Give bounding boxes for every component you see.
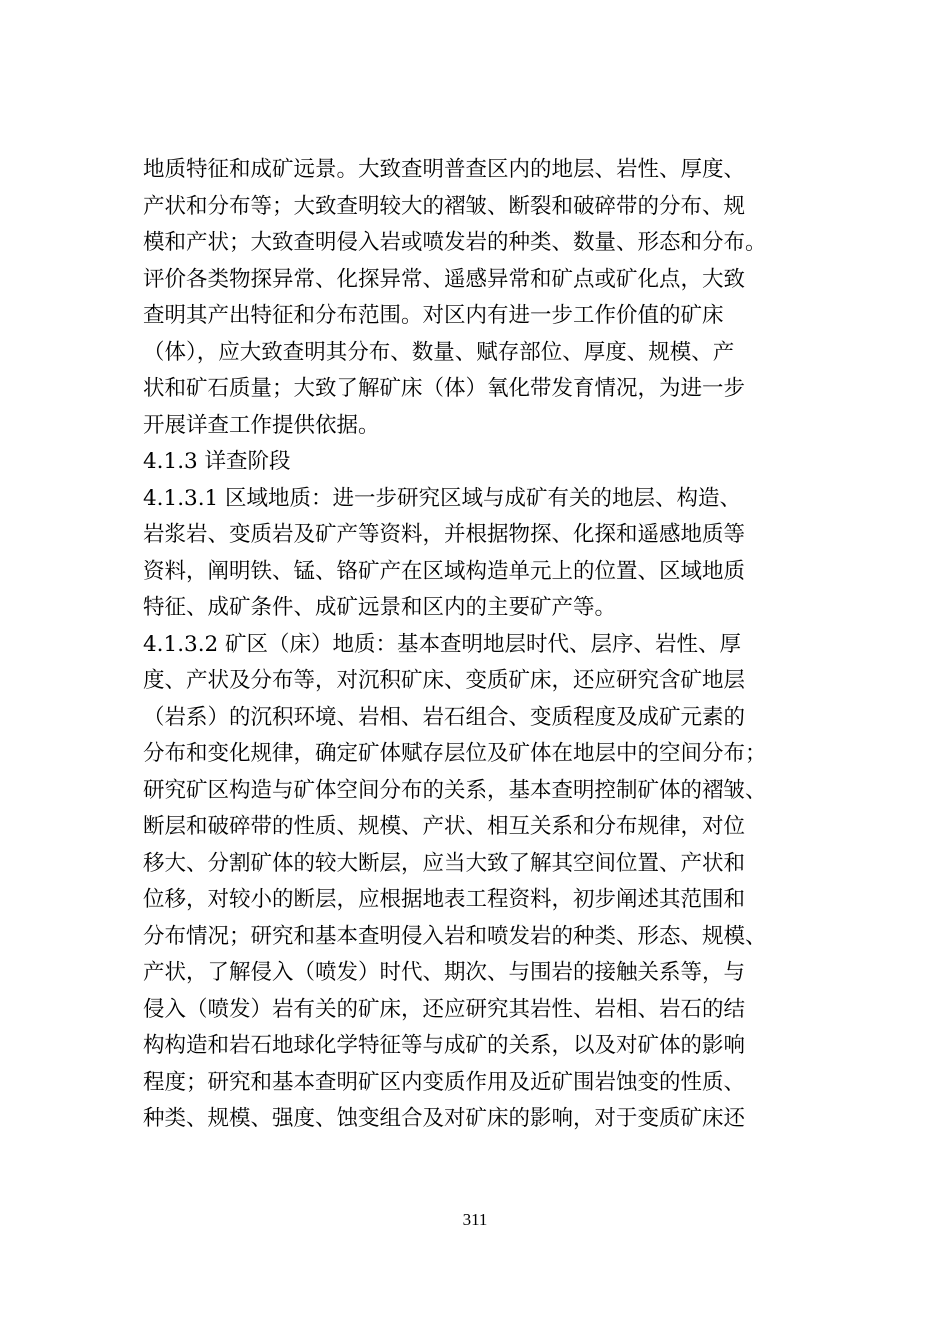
text-line: 分布情况；研究和基本查明侵入岩和喷发岩的种类、形态、规模、	[143, 923, 767, 949]
text-line: 断层和破碎带的性质、规模、产状、相互关系和分布规律，对位	[143, 814, 746, 839]
text-line: （体），应大致查明其分布、数量、赋存部位、厚度、规模、产	[143, 339, 735, 365]
text-line: 侵入（喷发）岩有关的矿床，还应研究其岩性、岩相、岩石的结	[143, 996, 746, 1022]
text-line: 产状，了解侵入（喷发）时代、期次、与围岩的接触关系等，与	[143, 960, 746, 985]
text-line: 分布和变化规律，确定矿体赋存层位及矿体在地层中的空间分布；	[143, 741, 767, 766]
text-line: 度、产状及分布等，对沉积矿床、变质矿床，还应研究含矿地层	[143, 668, 746, 693]
text-line: 查明其产出特征和分布范围。对区内有进一步工作价值的矿床	[143, 303, 724, 328]
body-text	[143, 152, 813, 1138]
text-line: 特征、成矿条件、成矿远景和区内的主要矿产等。	[143, 595, 617, 620]
page-number: 311	[462, 1210, 488, 1229]
text-line: 4.1.3.2 矿区（床）地质：基本查明地层时代、层序、岩性、厚	[143, 631, 742, 657]
text-line: 岩浆岩、变质岩及矿产等资料，并根据物探、化探和遥感地质等	[143, 522, 746, 547]
text-line: 4.1.3 详查阶段	[143, 449, 291, 474]
text-line: 开展详查工作提供依据。	[143, 412, 380, 438]
text-line: 评价各类物探异常、化探异常、遥感异常和矿点或矿化点，大致	[143, 266, 746, 292]
text-line: 程度；研究和基本查明矿区内变质作用及近矿围岩蚀变的性质、	[143, 1069, 746, 1095]
text-line: （岩系）的沉积环境、岩相、岩石组合、变质程度及成矿元素的	[143, 704, 746, 730]
text-line: 位移，对较小的断层，应根据地表工程资料，初步阐述其范围和	[143, 887, 746, 912]
text-line: 地质特征和成矿远景。大致查明普查区内的地层、岩性、厚度、	[143, 157, 746, 182]
text-line: 4.1.3.1 区域地质：进一步研究区域与成矿有关的地层、构造、	[143, 485, 742, 511]
text-line: 移大、分割矿体的较大断层，应当大致了解其空间位置、产状和	[143, 850, 746, 876]
text-line: 状和矿石质量；大致了解矿床（体）氧化带发育情况，为进一步	[143, 376, 746, 401]
text-line: 资料，阐明铁、锰、铬矿产在区域构造单元上的位置、区域地质	[143, 558, 746, 584]
text-line: 种类、规模、强度、蚀变组合及对矿床的影响，对于变质矿床还	[143, 1106, 746, 1131]
text-line: 构构造和岩石地球化学特征等与成矿的关系，以及对矿体的影响	[143, 1033, 746, 1058]
text-line: 模和产状；大致查明侵入岩或喷发岩的种类、数量、形态和分布。	[143, 230, 767, 255]
text-line: 研究矿区构造与矿体空间分布的关系，基本查明控制矿体的褶皱、	[143, 777, 767, 803]
text-line: 产状和分布等；大致查明较大的褶皱、断裂和破碎带的分布、规	[143, 193, 746, 219]
